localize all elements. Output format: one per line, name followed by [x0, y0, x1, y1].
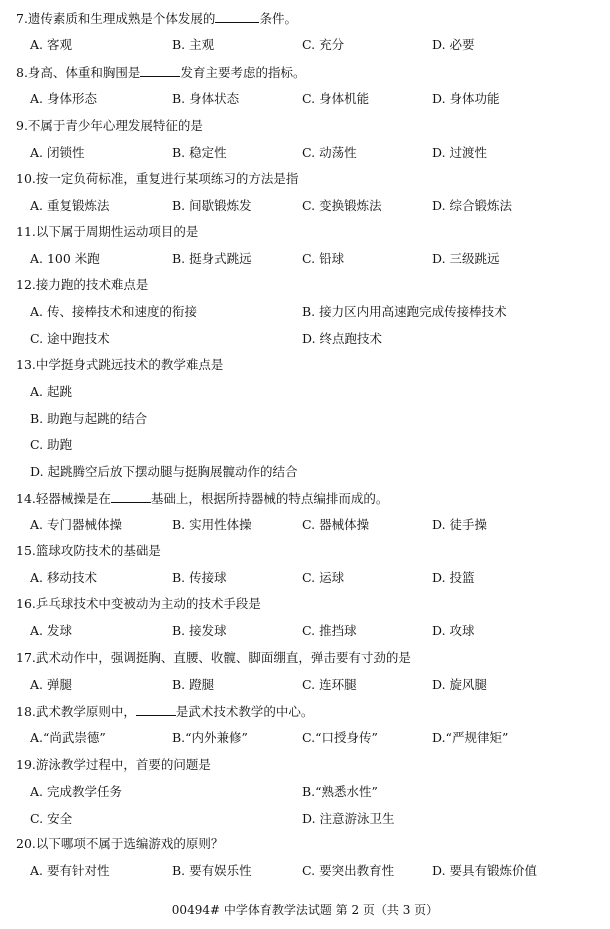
answer-option: A. 身体形态: [30, 91, 97, 106]
answer-option: C. 器械体操: [302, 517, 370, 532]
stem-text: 9.不属于青少年心理发展特征的是: [16, 118, 203, 133]
answer-option: D. 必要: [432, 37, 475, 52]
stem-text: 16.乒乓球技术中变被动为主动的技术手段是: [16, 596, 261, 611]
answer-option: D. 身体功能: [432, 91, 500, 106]
answer-option: D.“严规律矩”: [432, 730, 509, 745]
answer-option: B. 稳定性: [172, 145, 227, 160]
stem-text: 15.篮球攻防技术的基础是: [16, 543, 161, 558]
answer-option: B. 主观: [172, 37, 215, 52]
answer-option: A. 闭锁性: [30, 145, 85, 160]
answer-option: C.“口授身传”: [302, 730, 378, 745]
question-stem: [16, 596, 261, 612]
answer-option: A. 客观: [30, 37, 72, 52]
answer-option: B. 蹬腿: [172, 677, 215, 692]
answer-option: D. 起跳腾空后放下摆动腿与挺胸展髋动作的结合: [30, 463, 298, 479]
answer-option: B. 身体状态: [172, 91, 240, 106]
question-stem: [16, 703, 313, 720]
question-stem: [16, 10, 297, 27]
stem-text: 14.轻器械操是在: [16, 491, 111, 506]
question-stem: [16, 171, 298, 187]
question-stem: [16, 836, 223, 852]
answer-option: B. 间歇锻炼发: [172, 198, 252, 213]
answer-option: B. 实用性体操: [172, 517, 252, 532]
answer-option: B. 接力区内用高速跑完成传接棒技术: [302, 304, 507, 319]
answer-option: B. 挺身式跳远: [172, 251, 252, 266]
answer-option: D. 注意游泳卫生: [302, 811, 395, 826]
answer-option: D. 徒手操: [432, 517, 488, 532]
answer-option: C. 安全: [30, 811, 73, 826]
answer-option: A. 100 米跑: [30, 251, 100, 266]
fill-in-blank: [140, 64, 180, 77]
answer-option: A. 移动技术: [30, 570, 97, 585]
question-stem: [16, 650, 411, 666]
question-stem: [16, 490, 388, 507]
answer-option: D. 终点跑技术: [302, 331, 383, 346]
stem-text: 10.按一定负荷标准，重复进行某项练习的方法是指: [16, 171, 299, 186]
answer-option: D. 三级跳远: [432, 251, 500, 266]
answer-option: D. 旋风腿: [432, 677, 488, 692]
question-stem: [16, 543, 161, 559]
answer-option: A. 重复锻炼法: [30, 198, 110, 213]
fill-in-blank: [215, 10, 259, 23]
answer-option: C. 途中跑技术: [30, 331, 110, 346]
answer-option: D. 要具有锻炼价值: [432, 863, 538, 878]
stem-text: 条件。: [259, 11, 297, 26]
answer-option: A. 起跳: [30, 384, 72, 399]
answer-option: C. 要突出教育性: [302, 863, 395, 878]
answer-option: B. 接发球: [172, 623, 227, 638]
answer-option: D. 投篮: [432, 570, 475, 585]
fill-in-blank: [111, 490, 151, 503]
stem-text: 19.游泳教学过程中，首要的问题是: [16, 757, 211, 772]
answer-option: B. 助跑与起跳的结合: [30, 410, 148, 426]
answer-option: D. 攻球: [432, 623, 475, 638]
stem-text: 18.武术教学原则中，: [16, 704, 136, 719]
answer-option: C. 推挡球: [302, 623, 357, 638]
stem-text: 发育主要考虑的指标。: [180, 65, 306, 80]
question-stem: [16, 64, 305, 81]
answer-option: B. 要有娱乐性: [172, 863, 252, 878]
stem-text: 17.武术动作中，强调挺胸、直腰、收髋、脚面绷直，弹击要有寸劲的是: [16, 650, 411, 665]
answer-option: C. 运球: [302, 570, 345, 585]
answer-option: A. 发球: [30, 623, 72, 638]
answer-option: C. 助跑: [30, 437, 73, 452]
stem-text: 基础上，根据所持器械的特点编排而成的。: [150, 491, 389, 506]
question-stem: [16, 277, 148, 293]
answer-option: B.“内外兼修”: [172, 730, 248, 745]
stem-text: 20.以下哪项不属于选编游戏的原则？: [16, 836, 224, 851]
question-stem: [16, 224, 198, 240]
question-stem: [16, 757, 211, 773]
answer-option: C. 充分: [302, 37, 345, 52]
stem-text: 8.身高、体重和胸围是: [16, 65, 141, 80]
answer-option: C. 变换锻炼法: [302, 198, 382, 213]
answer-option: C. 连环腿: [302, 677, 357, 692]
answer-option: A. 要有针对性: [30, 863, 110, 878]
stem-text: 7.遗传素质和生理成熟是个体发展的: [16, 11, 216, 26]
answer-option: C. 身体机能: [302, 91, 370, 106]
stem-text: 12.接力跑的技术难点是: [16, 277, 149, 292]
answer-option: A. 传、接棒技术和速度的衔接: [30, 304, 197, 319]
question-stem: [16, 118, 203, 134]
answer-option: A. 弹腿: [30, 677, 72, 692]
stem-text: 13.中学挺身式跳远技术的教学难点是: [16, 357, 224, 372]
answer-option: C. 铅球: [302, 251, 345, 266]
answer-option: D. 综合锻炼法: [432, 198, 513, 213]
stem-text: 11.以下属于周期性运动项目的是: [16, 224, 199, 239]
answer-option: A. 专门器械体操: [30, 517, 122, 532]
answer-option: C. 动荡性: [302, 145, 357, 160]
answer-option: D. 过渡性: [432, 145, 488, 160]
question-stem: [16, 357, 223, 373]
answer-option: A. 完成教学任务: [30, 784, 122, 799]
fill-in-blank: [136, 703, 176, 716]
answer-option: B. 传接球: [172, 570, 227, 585]
stem-text: 是武术技术教学的中心。: [175, 704, 314, 719]
answer-option: A.“尚武崇德”: [30, 730, 106, 745]
page-footer: 00494# 中学体育教学法试题 第 2 页（共 3 页）: [171, 903, 439, 917]
answer-option: B.“熟悉水性”: [302, 784, 378, 799]
